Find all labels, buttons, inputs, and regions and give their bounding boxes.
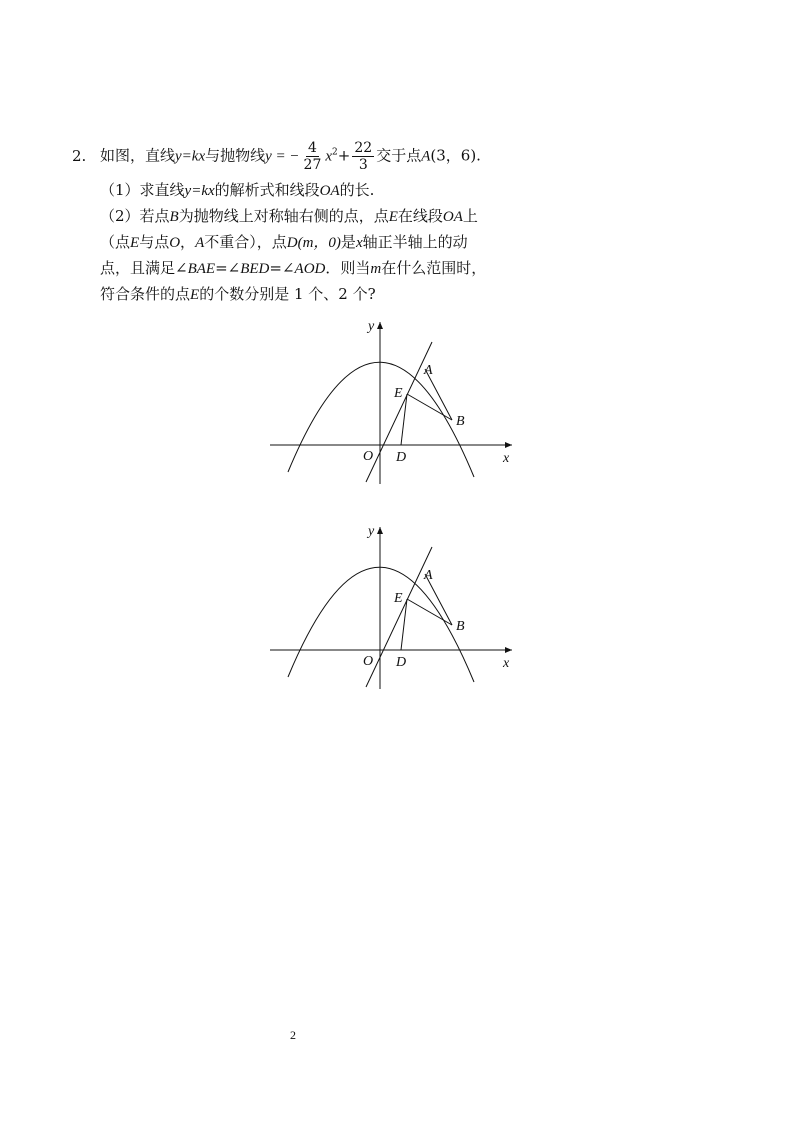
parabola [288, 567, 474, 682]
part-2-line-3: 点，且满足∠BAE=∠BED=∠AOD．则当m在什么范围时， [100, 259, 487, 277]
point-a-label: A [421, 148, 431, 165]
page-number: 2 [290, 1028, 296, 1042]
problem-number: 2. [72, 146, 87, 165]
label-e: E [394, 591, 403, 606]
part-2-line-2: （点E与点O，A不重合），点D(m，0)是x轴正半轴上的动 [100, 233, 468, 251]
problem-text: 交于点 [376, 146, 422, 165]
figure-2 [262, 517, 524, 697]
problem-statement [72, 140, 481, 173]
label-y: y [368, 319, 375, 334]
label-x: x [503, 656, 510, 671]
problem-text: 如图，直线 [100, 146, 176, 165]
label-o: O [363, 654, 374, 669]
label-d: D [396, 655, 407, 670]
parabola [288, 362, 474, 477]
exponent: 2 [332, 147, 338, 158]
label-d: D [396, 450, 407, 465]
label-e: E [394, 386, 403, 401]
period: . [476, 146, 481, 165]
label-a: A [424, 363, 433, 378]
y-axis-arrow [377, 322, 383, 329]
part-1: （1）求直线y=kx的解析式和线段OA的长. [100, 181, 375, 199]
part-2-line-4: 符合条件的点E的个数分别是 1 个、2 个? [100, 285, 376, 303]
plus-sign: + [337, 146, 351, 165]
label-o: O [363, 449, 374, 464]
fraction-22-3: $\frac{22}{3}$ [354, 140, 373, 173]
line-equation: y=kx [175, 148, 206, 165]
fraction-4-27: $\frac{4}{27}$ [303, 140, 322, 173]
label-b: B [456, 414, 465, 429]
label-y: y [368, 524, 375, 539]
part-2-line-1: （2）若点B为抛物线上对称轴右侧的点，点E在线段OA上 [100, 207, 478, 225]
y-axis-arrow [377, 527, 383, 534]
problem-text: 与抛物线 [205, 146, 266, 165]
point-a-coords: (3，6) [430, 146, 477, 165]
figure-1 [262, 312, 524, 492]
label-b: B [456, 619, 465, 634]
x-axis-arrow [505, 647, 512, 653]
label-a: A [424, 568, 433, 583]
x-axis-arrow [505, 442, 512, 448]
parabola-lhs: y = − [265, 148, 300, 165]
label-x: x [503, 451, 510, 466]
x-variable: x [325, 148, 333, 165]
